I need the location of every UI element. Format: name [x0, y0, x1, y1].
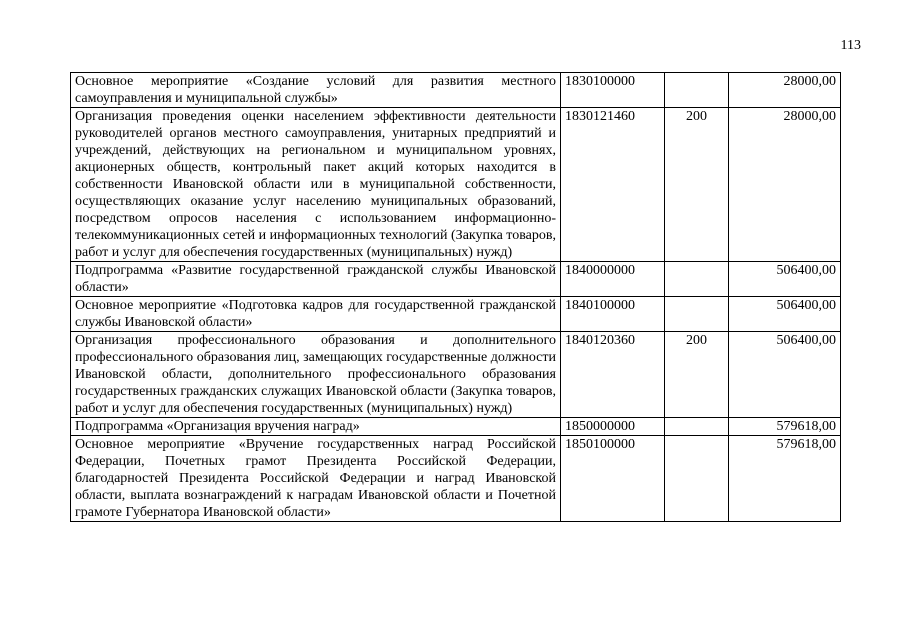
table-row: [71, 108, 841, 262]
row-expense-type: 200: [665, 108, 729, 262]
row-name: Подпрограмма «Развитие государственной гражданской службы Ивановской области»: [71, 262, 561, 297]
table-row: [71, 73, 841, 108]
row-expense-type: [665, 436, 729, 522]
row-name: Подпрограмма «Организация вручения наград»: [71, 418, 561, 436]
row-code: 1830121460: [561, 108, 665, 262]
row-sum: 506400,00: [729, 297, 841, 332]
row-expense-type: [665, 297, 729, 332]
table-row: [71, 332, 841, 418]
table-row: [71, 297, 841, 332]
table-row: [71, 436, 841, 522]
row-code: 1840100000: [561, 297, 665, 332]
row-sum: 506400,00: [729, 262, 841, 297]
row-code: 1830100000: [561, 73, 665, 108]
row-expense-type: [665, 73, 729, 108]
row-expense-type: [665, 418, 729, 436]
budget-table: [70, 72, 841, 522]
row-code: 1840120360: [561, 332, 665, 418]
row-sum: 506400,00: [729, 332, 841, 418]
row-expense-type: [665, 262, 729, 297]
row-sum: 28000,00: [729, 73, 841, 108]
table-row: [71, 418, 841, 436]
row-name: Основное мероприятие «Подготовка кадров для государственной гражданской службы Ивановской области»: [71, 297, 561, 332]
row-code: 1850100000: [561, 436, 665, 522]
row-sum: 579618,00: [729, 436, 841, 522]
table-row: [71, 262, 841, 297]
row-name: Организация проведения оценки населением эффективности деятельности руководителей органов местного самоуправления, унитарных предприятий и учреждений, действующих на региональном и муниципальном уровнях, акционерных обществ, контрольный пакет акций которых находится в собственности Ивановской области или в муниципальной собственности, осуществляющих оказание услуг населению муниципальных образований, посредством опросов населения с использованием информационно-телекоммуникационных сетей и информационных технологий (Закупка товаров, работ и услуг для обеспечения государственных (муниципальных) нужд): [71, 108, 561, 262]
page-number: 113: [840, 38, 861, 53]
row-expense-type: 200: [665, 332, 729, 418]
row-sum: 579618,00: [729, 418, 841, 436]
row-name: Организация профессионального образования и дополнительного профессионального образования лиц, замещающих государственные должности Ивановской области, дополнительного профессионального образования государственных гражданских служащих Ивановской области (Закупка товаров, работ и услуг для обеспечения государственных (муниципальных) нужд): [71, 332, 561, 418]
row-name: Основное мероприятие «Создание условий для развития местного самоуправления и муниципальной службы»: [71, 73, 561, 108]
row-sum: 28000,00: [729, 108, 841, 262]
row-code: 1840000000: [561, 262, 665, 297]
row-code: 1850000000: [561, 418, 665, 436]
row-name: Основное мероприятие «Вручение государственных наград Российской Федерации, Почетных грамот Президента Российской Федерации, благодарностей Президента Российской Федерации и наград Ивановской области, выплата вознаграждений к наградам Ивановской области и Почетной грамоте Губернатора Ивановской области»: [71, 436, 561, 522]
